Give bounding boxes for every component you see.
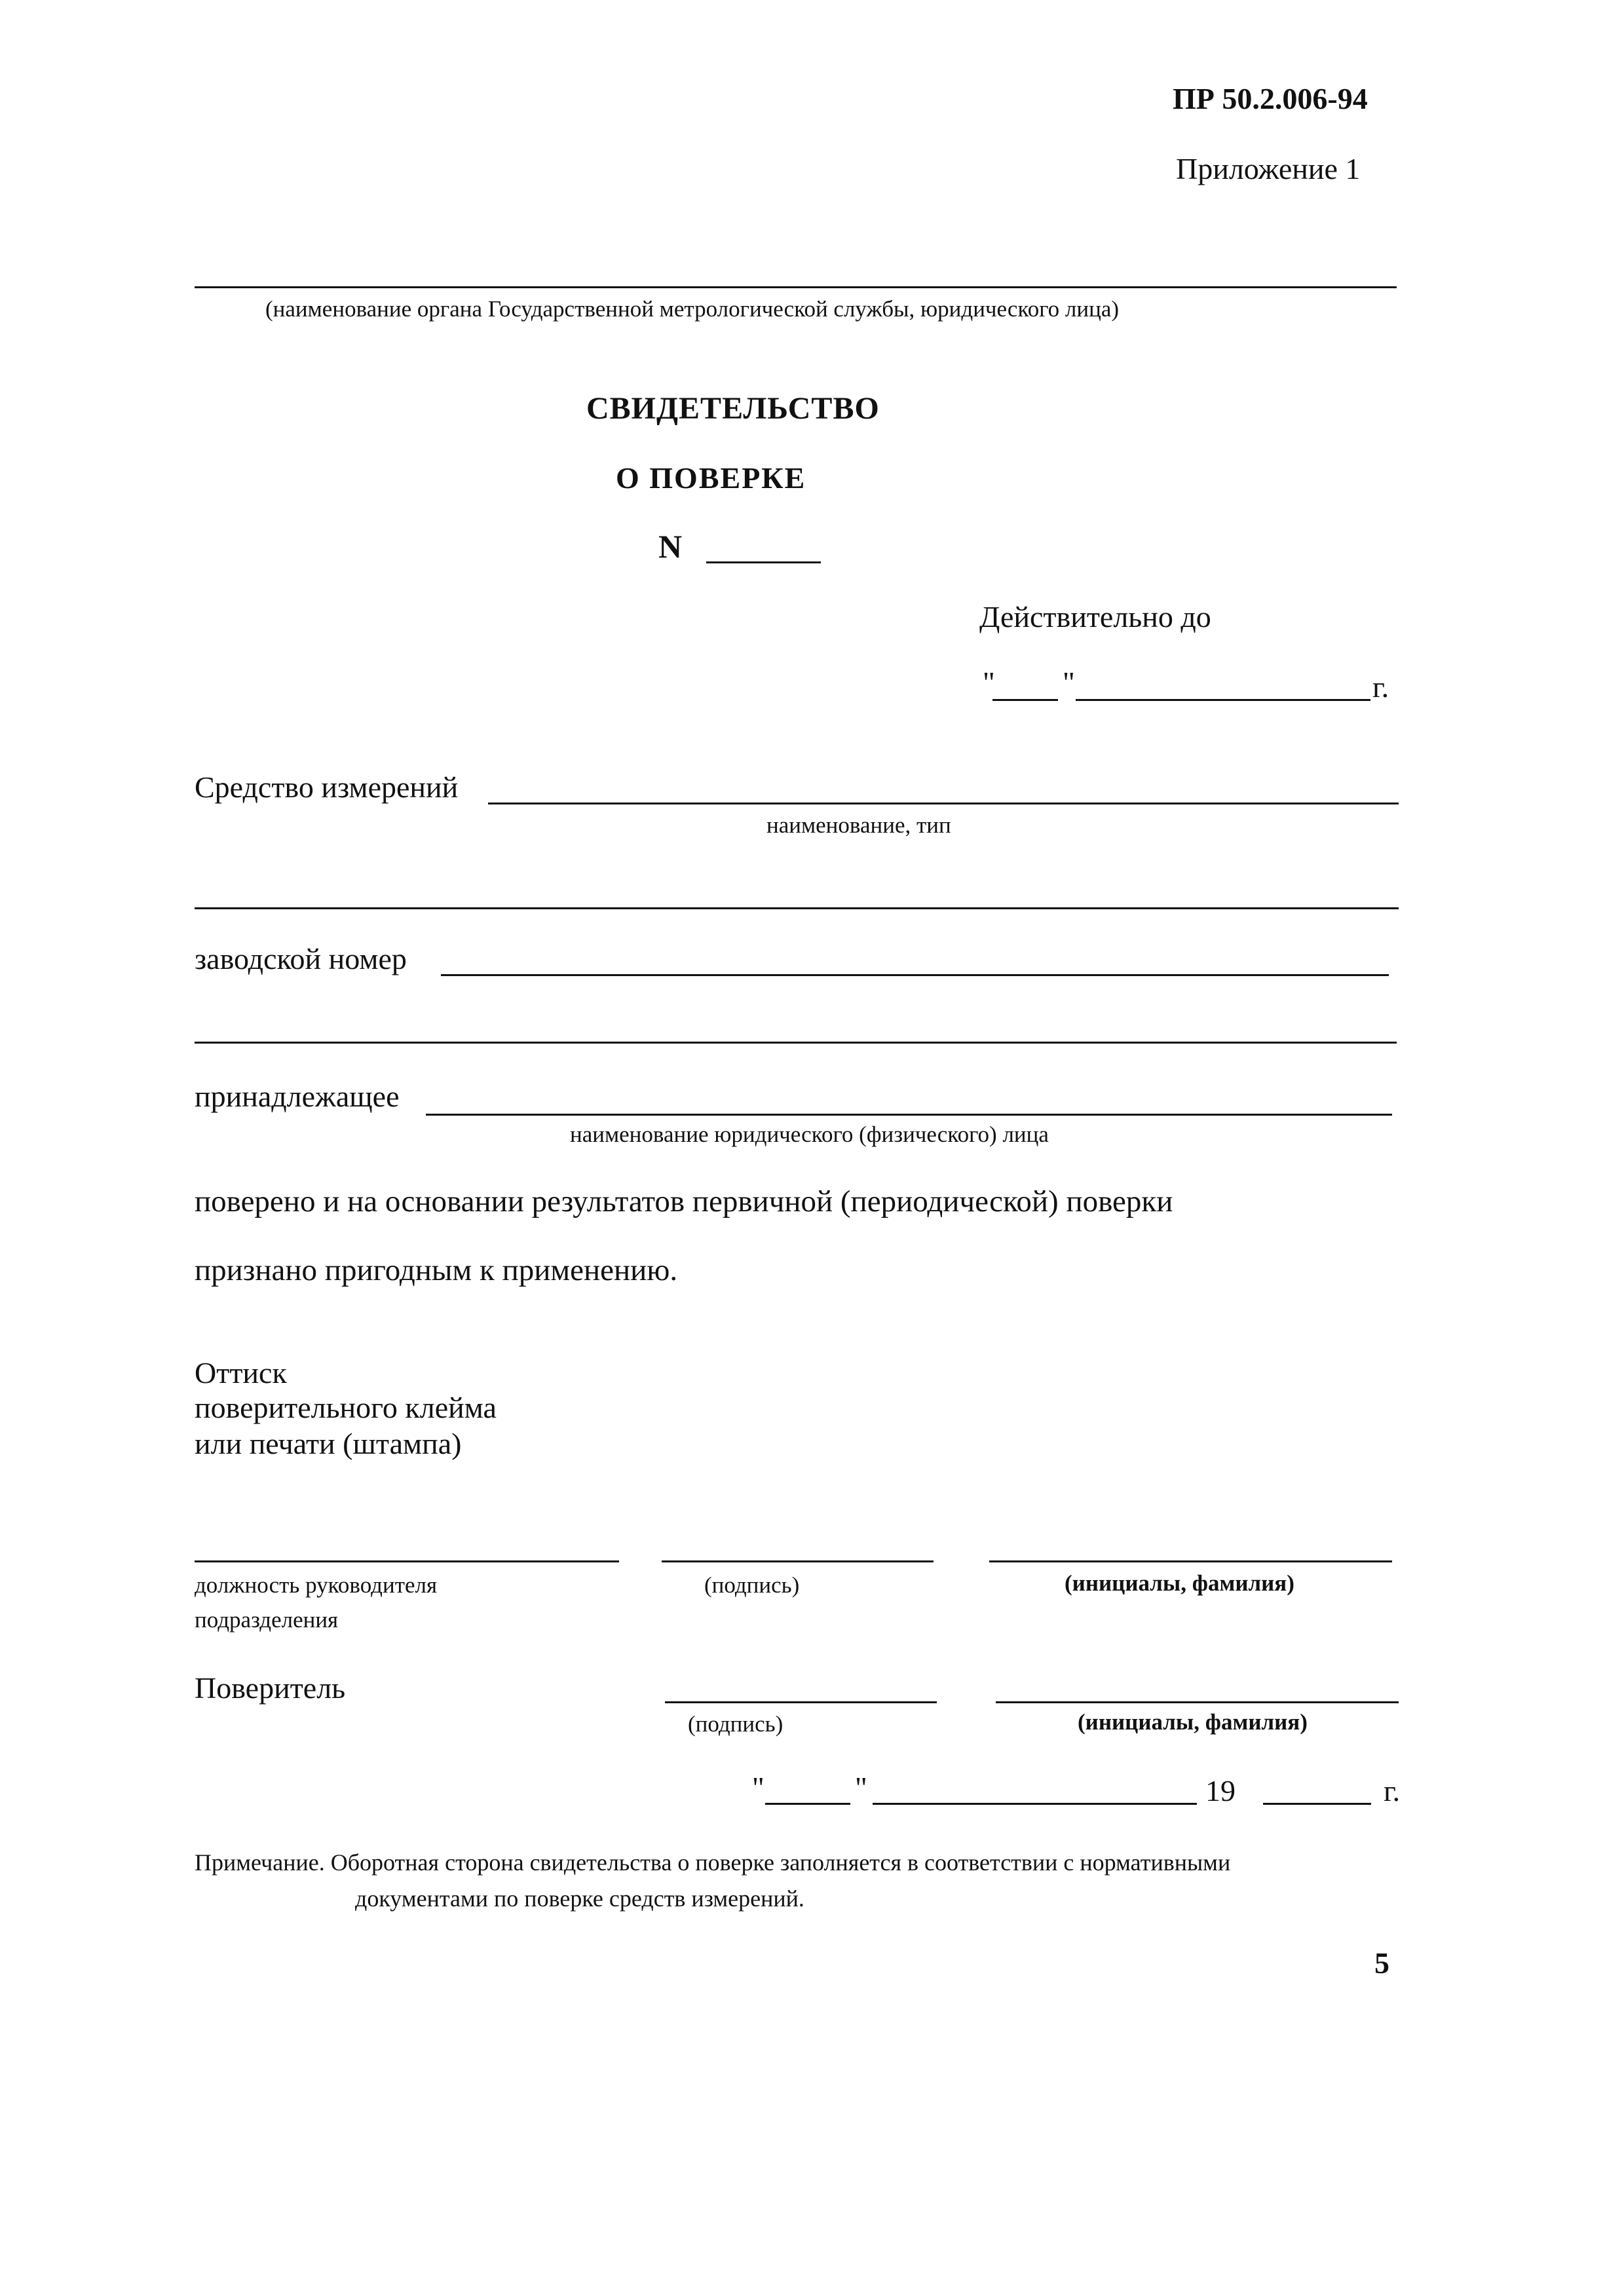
head-name-line[interactable]	[989, 1560, 1392, 1562]
date-century: 19	[1205, 1774, 1236, 1807]
instrument-line[interactable]	[488, 803, 1399, 804]
verifier-name-caption: (инициалы, фамилия)	[1078, 1709, 1308, 1735]
valid-quote-open: "	[983, 666, 995, 699]
organ-caption: (наименование органа Государственной метрологической службы, юридического лица)	[265, 296, 1120, 322]
verifier-label: Поверитель	[195, 1671, 346, 1705]
owner-line[interactable]	[426, 1114, 1392, 1116]
valid-year-suffix: г.	[1372, 670, 1389, 704]
verifier-name-line[interactable]	[996, 1701, 1399, 1703]
date-day-line[interactable]	[765, 1803, 850, 1805]
note-line-2: документами по поверке средств измерений.	[355, 1885, 804, 1912]
head-name-caption: (инициалы, фамилия)	[1065, 1570, 1294, 1596]
head-position-caption-1: должность руководителя	[195, 1572, 438, 1598]
stamp-label-3: или печати (штампа)	[195, 1427, 462, 1460]
owner-label: принадлежащее	[195, 1080, 400, 1113]
document-code: ПР 50.2.006-94	[1173, 82, 1368, 115]
date-quote-open: "	[752, 1771, 765, 1804]
verifier-signature-line[interactable]	[665, 1701, 937, 1703]
head-position-line[interactable]	[195, 1560, 619, 1562]
organ-name-line[interactable]	[195, 286, 1397, 288]
date-quote-close: "	[855, 1771, 867, 1804]
serial-number-line[interactable]	[441, 974, 1389, 976]
date-month-line[interactable]	[873, 1803, 1197, 1805]
head-signature-line[interactable]	[662, 1560, 934, 1562]
verifier-signature-caption: (подпись)	[688, 1711, 784, 1737]
valid-day-line[interactable]	[992, 699, 1058, 701]
instrument-label: Средство измерений	[195, 770, 459, 804]
certificate-number-label: N	[658, 528, 683, 565]
stamp-label-2: поверительного клейма	[195, 1391, 497, 1424]
verification-statement-2: признано пригодным к применению.	[195, 1253, 678, 1287]
certificate-subtitle: О ПОВЕРКЕ	[616, 461, 806, 495]
appendix-label: Приложение 1	[1176, 152, 1361, 185]
head-position-caption-2: подразделения	[195, 1607, 339, 1633]
certificate-title: СВИДЕТЕЛЬСТВО	[586, 391, 880, 426]
certificate-number-line[interactable]	[706, 561, 821, 563]
valid-month-year-line[interactable]	[1076, 699, 1370, 701]
date-year-suffix: г.	[1384, 1774, 1401, 1807]
valid-quote-close: "	[1063, 666, 1075, 699]
note-line-1: Примечание. Оборотная сторона свидетельства о поверке заполняется в соответствии с нормативными	[195, 1849, 1231, 1876]
valid-until-label: Действительно до	[979, 600, 1211, 633]
head-signature-caption: (подпись)	[704, 1572, 800, 1598]
serial-number-label: заводской номер	[195, 942, 407, 975]
instrument-caption: наименование, тип	[766, 812, 951, 838]
serial-number-line-2[interactable]	[195, 1042, 1397, 1044]
page-number: 5	[1374, 1946, 1389, 1980]
instrument-line-2[interactable]	[195, 907, 1399, 909]
date-year-line[interactable]	[1263, 1803, 1371, 1805]
verification-statement-1: поверено и на основании результатов первичной (периодической) поверки	[195, 1184, 1173, 1218]
owner-caption: наименование юридического (физического) лица	[570, 1122, 1049, 1147]
stamp-label-1: Оттиск	[195, 1356, 287, 1389]
